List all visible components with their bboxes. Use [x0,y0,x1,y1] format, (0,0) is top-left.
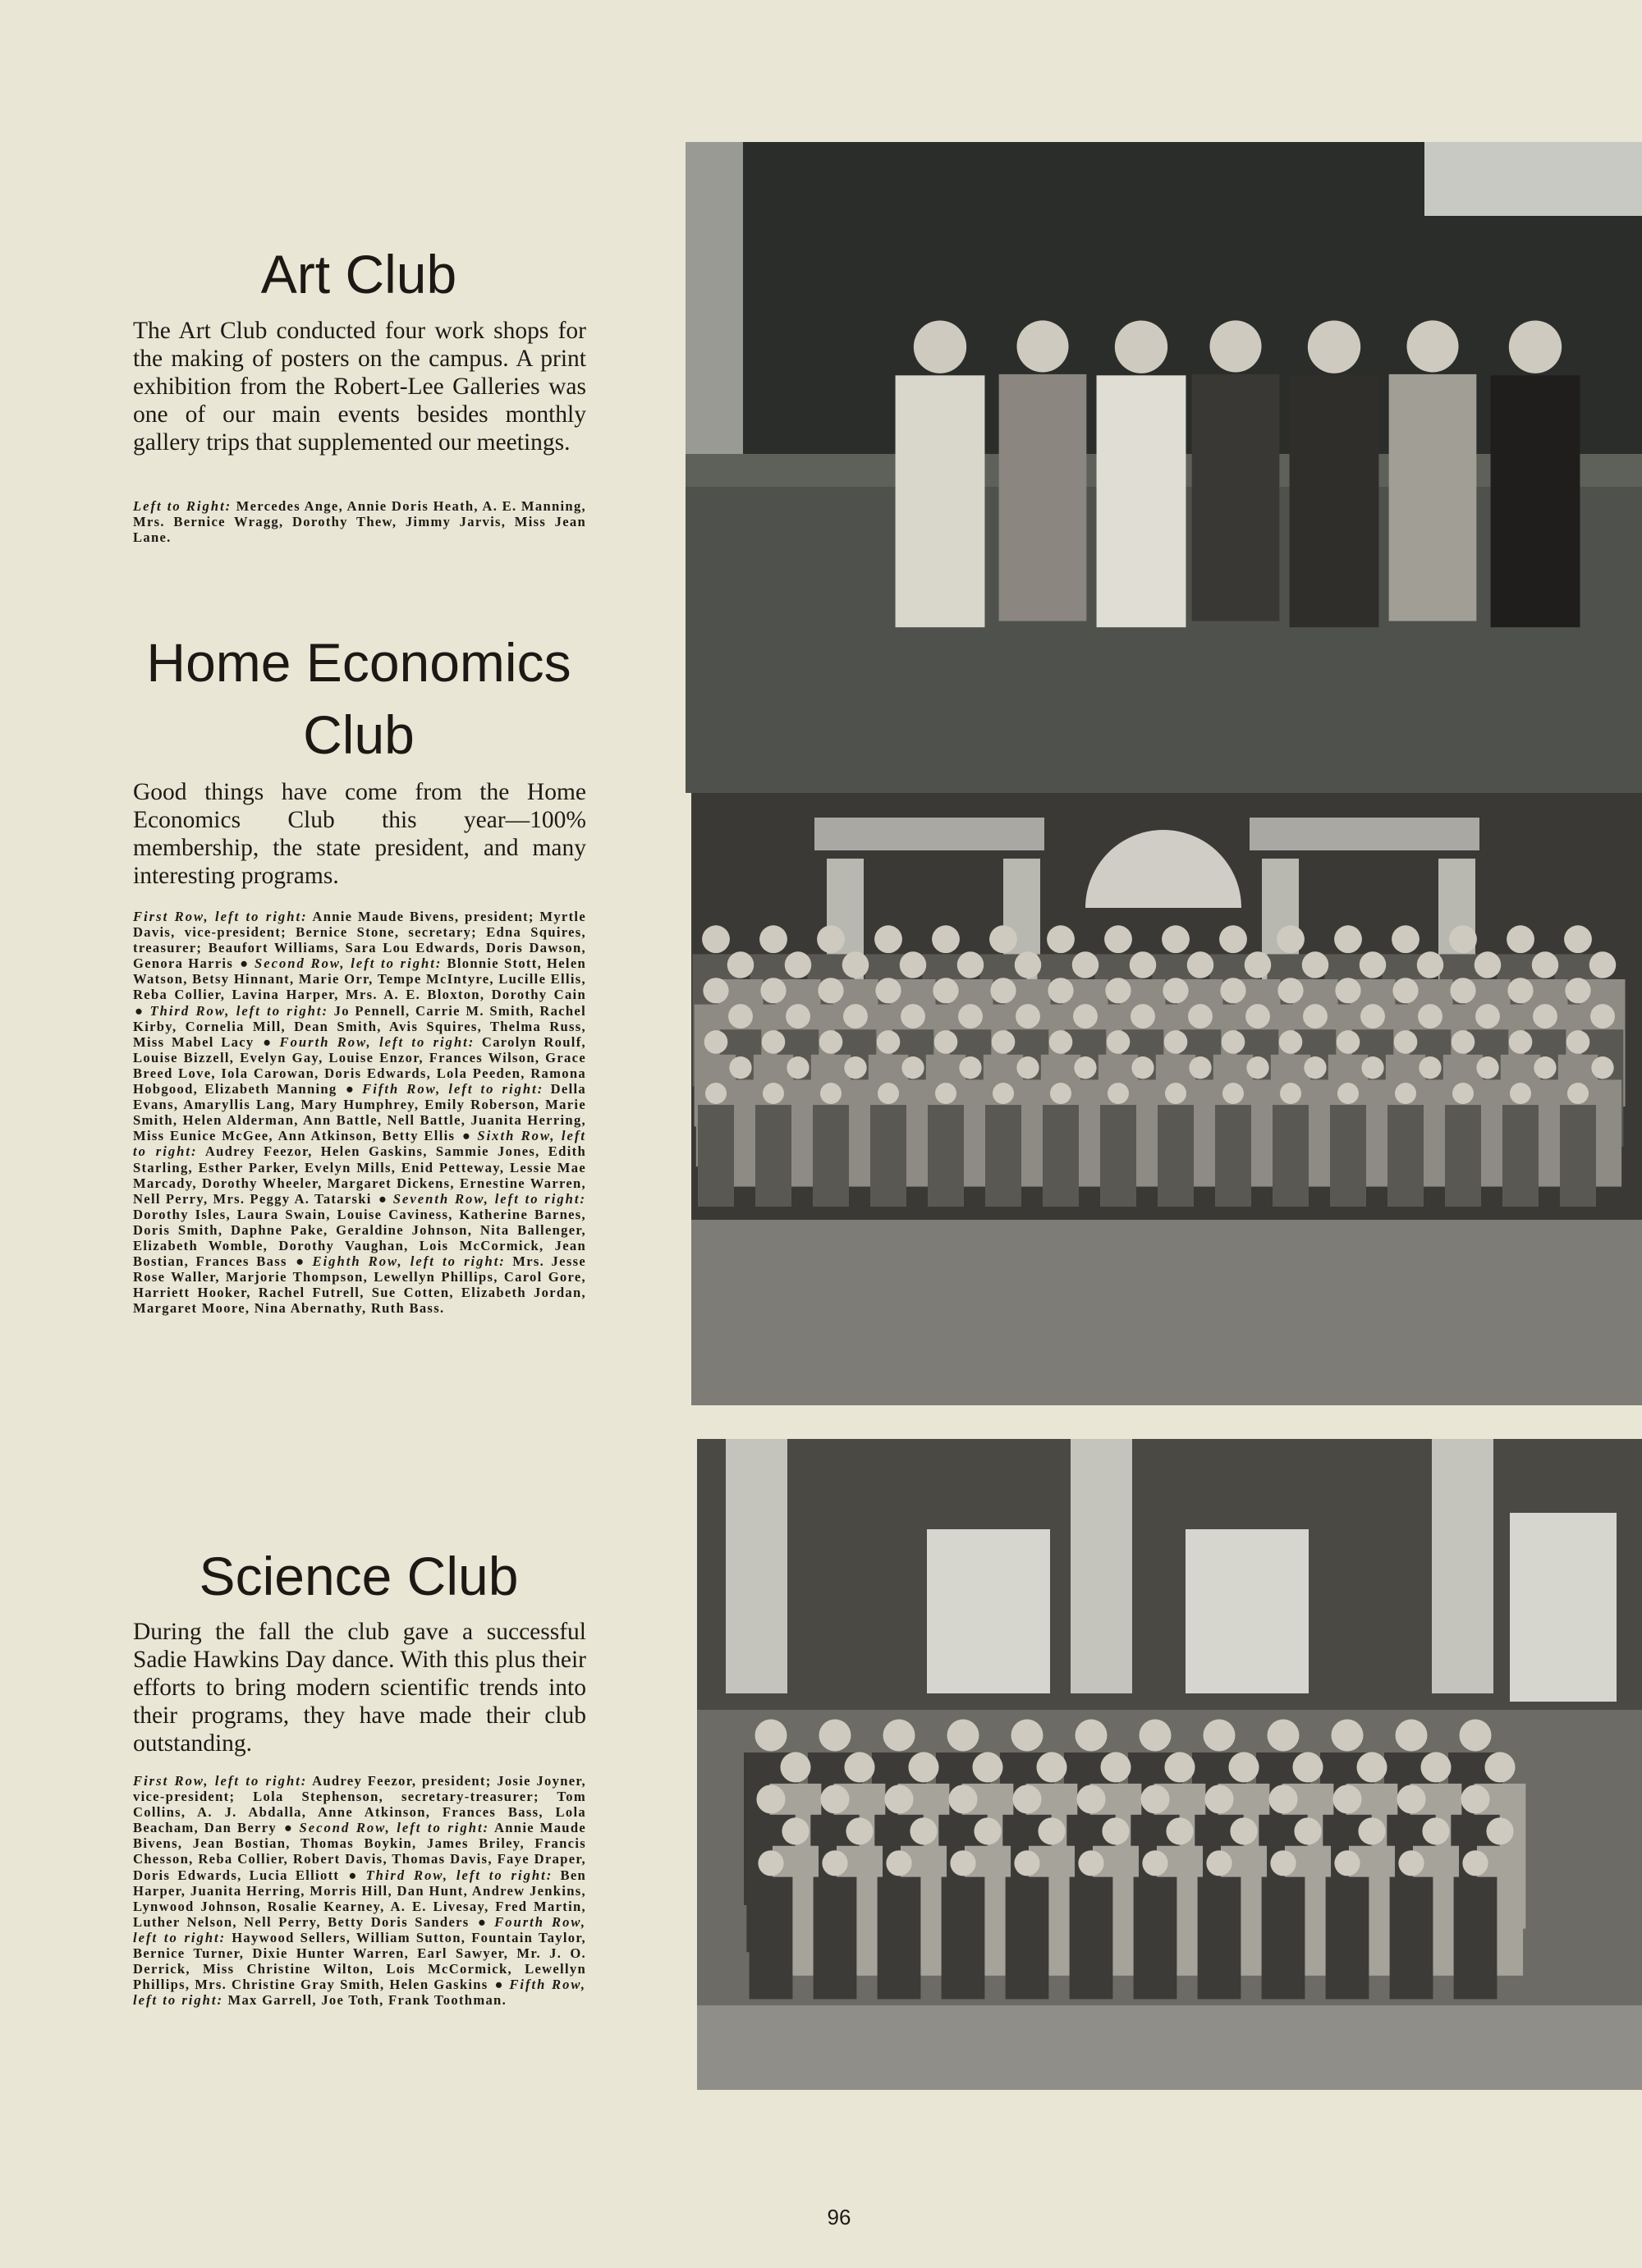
caption-names: Dorothy Isles, Laura Swain, Louise Caviness, Katherine Barnes, Doris Smith, Daphne Pake, Geraldine Johnson, Nita Ballenger, Elizabeth Womble, Dorothy Vaughan, Lois McCormick, Jean Bostian, Frances Bass [133,1206,586,1270]
caption-row-label: Sixth Row, left to right: [133,1128,586,1160]
caption-row-label: Second Row, left to right: [255,955,443,972]
art-club-group-photo [686,142,1642,793]
home-economics-club-group-photo [691,793,1642,1405]
caption-names: Mercedes Ange, Annie Doris Heath, A. E. Manning, Mrs. Bernice Wragg, Dorothy Thew, Jimmy Jarvis, Miss Jean Lane. [133,498,586,546]
home-economics-title-line2: Club [303,704,415,765]
caption-row-label: Second Row, left to right: [299,1820,490,1836]
science-club-photo-image [697,1439,1642,2090]
caption-names: Audrey Feezor, president; Josie Joyner, vice-president; Lola Stephenson, secretary-treasurer; Tom Collins, A. J. Abdalla, Anne Atkinson, Frances Bass, Lola Beacham, Dan Berry [133,1773,586,1836]
caption-row-label: Seventh Row, left to right: [392,1190,587,1207]
caption-row-label: Third Row, left to right: [365,1867,553,1883]
science-club-title: Science Club [199,1546,519,1606]
science-club-description: During the fall the club gave a successful Sadie Hawkins Day dance. With this plus their efforts to bring modern scientific trends into their programs, they have made their club outstanding. [133,1619,586,1757]
page-number: 96 [827,2205,851,2229]
caption-names: Carolyn Roulf, Louise Bizzell, Evelyn Gay, Louise Enzor, Frances Wilson, Grace Breed Love, Iola Carowan, Doris Edwards, Lola Peeden, Ramona Hobgood, Elizabeth Manning [133,1033,586,1097]
science-club-caption [133,1773,586,2008]
home-economics-photo-image [691,793,1642,1405]
home-economics-title-line1: Home Economics [146,632,571,693]
caption-segment [133,498,586,545]
caption-row-label: Fourth Row, left to right: [279,1033,475,1050]
caption-names: Della Evans, Amaryllis Lang, Mary Humphrey, Emily Roberson, Marie Smith, Helen Alderman, Ann Battle, Nell Battle, Juanita Herring, Miss Eunice McGee, Ann Atkinson, Betty Ellis [133,1081,587,1144]
caption-names: Annie Maude Bivens, Jean Bostian, Thomas Boykin, James Briley, Francis Chesson, Reba Collier, Robert Davis, Thomas Davis, Faye Draper, Doris Edwards, Lucia Elliott [133,1820,587,1883]
caption-names: Blonnie Stott, Helen Watson, Betsy Hinnant, Marie Orr, Tempe McIntyre, Lucille Ellis, Reba Collier, Lavina Harper, Mrs. A. E. Bloxton, Dorothy Cain [133,955,587,1003]
caption-names: Max Garrell, Joe Toth, Frank Toothman. [227,1992,507,2009]
home-economics-club-title [131,626,586,771]
caption-row-label: Fifth Row, left to right: [362,1081,544,1097]
caption-row-label: First Row, left to right: [133,909,308,924]
art-club-caption [133,498,586,545]
home-economics-club-description: Good things have come from the Home Economics Club this year—100% membership, the state president, and many interesting programs. [133,779,586,889]
art-club-description: The Art Club conducted four work shops for the making of posters on the campus. A print exhibition from the Robert-Lee Galleries was one of our main events besides monthly gallery trips that supplemented our meetings. [133,318,586,456]
caption-row-label: Fourth Row, left to right: [133,1913,587,1945]
home-economics-club-caption [133,909,586,1316]
caption-names: Audrey Feezor, Helen Gaskins, Sammie Jones, Edith Starling, Esther Parker, Evelyn Mills, Enid Petteway, Lessie Mae Marcady, Dorothy Wheeler, Margaret Dickens, Ernestine Warren, Nell Perry, Mrs. Peggy A. Tatarski [133,1143,586,1207]
art-club-photo-image [686,142,1642,793]
art-club-title: Art Club [260,244,457,305]
caption-names: Mrs. Jesse Rose Waller, Marjorie Thompson, Lewellyn Phillips, Carol Gore, Harriett Hooker, Rachel Futrell, Sue Cotten, Elizabeth Jordan, Margaret Moore, Nina Abernathy, Ruth Bass. [133,1253,586,1317]
caption-names: Haywood Sellers, William Sutton, Fountain Taylor, Bernice Turner, Dixie Hunter Warren, Earl Sawyer, Mr. J. O. Derrick, Miss Christine Wilton, Lois McCormick, Lewellyn Phillips, Mrs. Christine Gray Smith, Helen Gaskins [133,1929,586,1993]
caption-names: Jo Pennell, Carrie M. Smith, Rachel Kirby, Cornelia Mill, Dean Smith, Avis Squires, Thelma Russ, Miss Mabel Lacy [133,1002,586,1050]
science-club-group-photo [697,1439,1642,2090]
caption-row-label: First Row, left to right: [133,1773,308,1789]
caption-row-label: Left to Right: [133,498,232,514]
caption-row-label: Fifth Row, left to right: [133,1977,586,2009]
caption-names: Annie Maude Bivens, president; Myrtle Davis, vice-president; Bernice Stone, secretary; Edna Squires, treasurer; Beaufort Williams, Sara Lou Edwards, Doris Dawson, Genora Harris [133,909,586,972]
caption-row-label: Third Row, left to right: [149,1002,329,1019]
caption-row-label: Eighth Row, left to right: [312,1253,506,1270]
caption-names: Ben Harper, Juanita Herring, Morris Hill, Dan Hunt, Andrew Jenkins, Lynwood Johnson, Rosalie Kearney, A. E. Livesay, Fred Martin, Luther Nelson, Nell Perry, Betty Doris Sanders [133,1867,587,1930]
